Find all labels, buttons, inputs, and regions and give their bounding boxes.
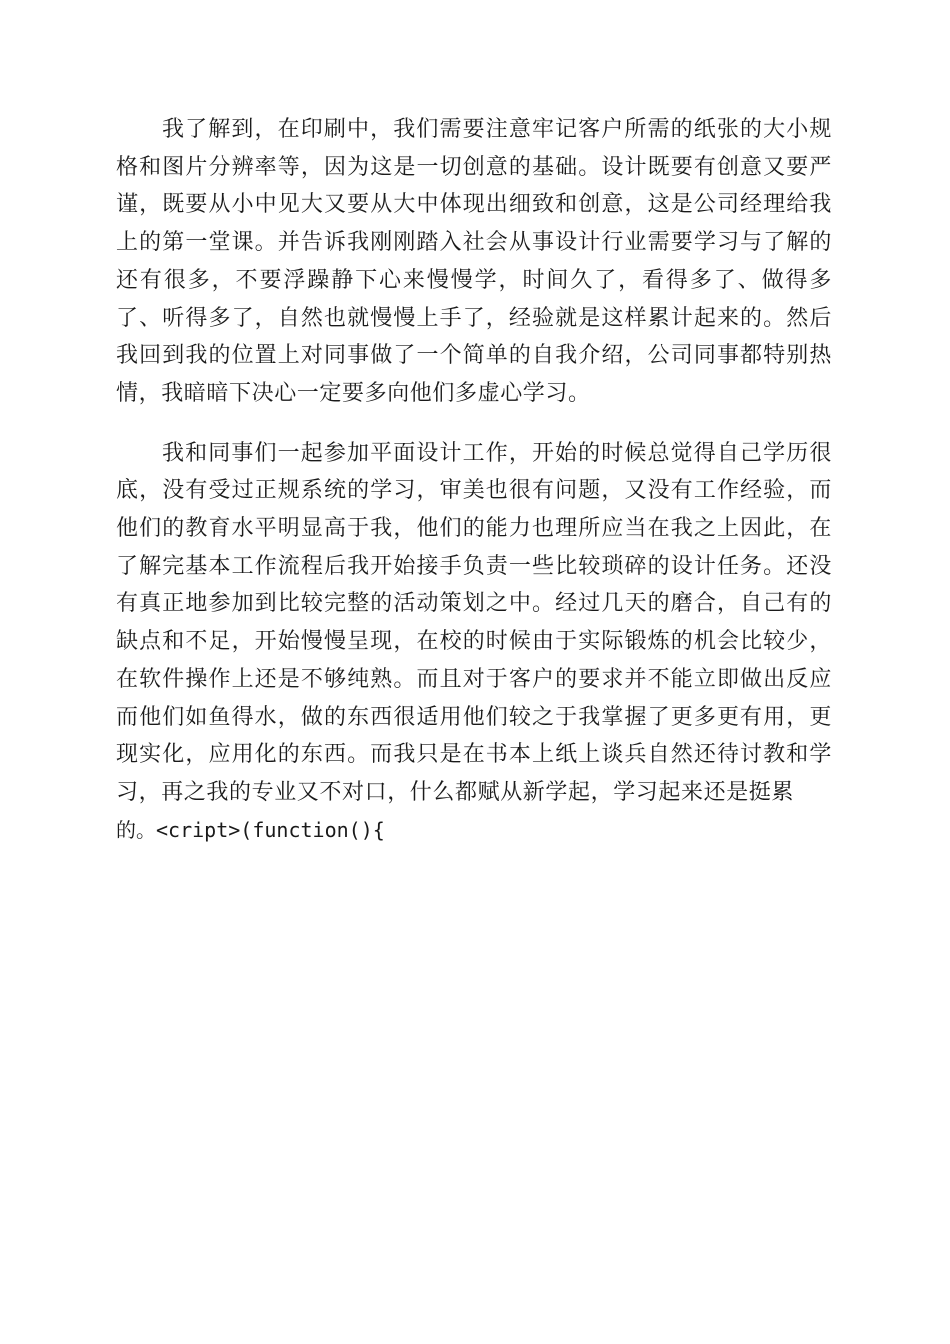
- document-body: [116, 111, 832, 849]
- paragraph-2-text: 我和同事们一起参加平面设计工作，开始的时候总觉得自己学历很底，没有受过正规系统的学习，审美也很有问题，又没有工作经验，而他们的教育水平明显高于我，他们的能力也理所应当在我之上因此，在了解完基本工作流程后我开始接手负责一些比较琐碎的设计任务。还没有真正地参加到比较完整的活动策划之中。经过几天的磨合，自己有的缺点和不足，开始慢慢呈现，在校的时候由于实际锻炼的机会比较少，在软件操作上还是不够纯熟。而且对于客户的要求并不能立即做出反应而他们如鱼得水，做的东西很适用他们较之于我掌握了更多更有用，更现实化，应用化的东西。而我只是在书本上纸上谈兵自然还待讨教和学习，再之我的专业又不对口，什么都赋从新学起，学习起来还是挺累: [116, 440, 832, 805]
- paragraph-2: [116, 435, 832, 850]
- trailing-code-fragment: 的。<cript>(function(){: [116, 817, 385, 842]
- paragraph-1: 我了解到，在印刷中，我们需要注意牢记客户所需的纸张的大小规格和图片分辨率等，因为这是一切创意的基础。设计既要有创意又要严谨，既要从小中见大又要从大中体现出细致和创意，这是公司经理给我上的第一堂课。并告诉我刚刚踏入社会从事设计行业需要学习与了解的还有很多，不要浮躁静下心来慢慢学，时间久了，看得多了、做得多了、听得多了，自然也就慢慢上手了，经验就是这样累计起来的。然后我回到我的位置上对同事做了一个简单的自我介绍，公司同事都特别热情，我暗暗下决心一定要多向他们多虚心学习。: [116, 117, 832, 406]
